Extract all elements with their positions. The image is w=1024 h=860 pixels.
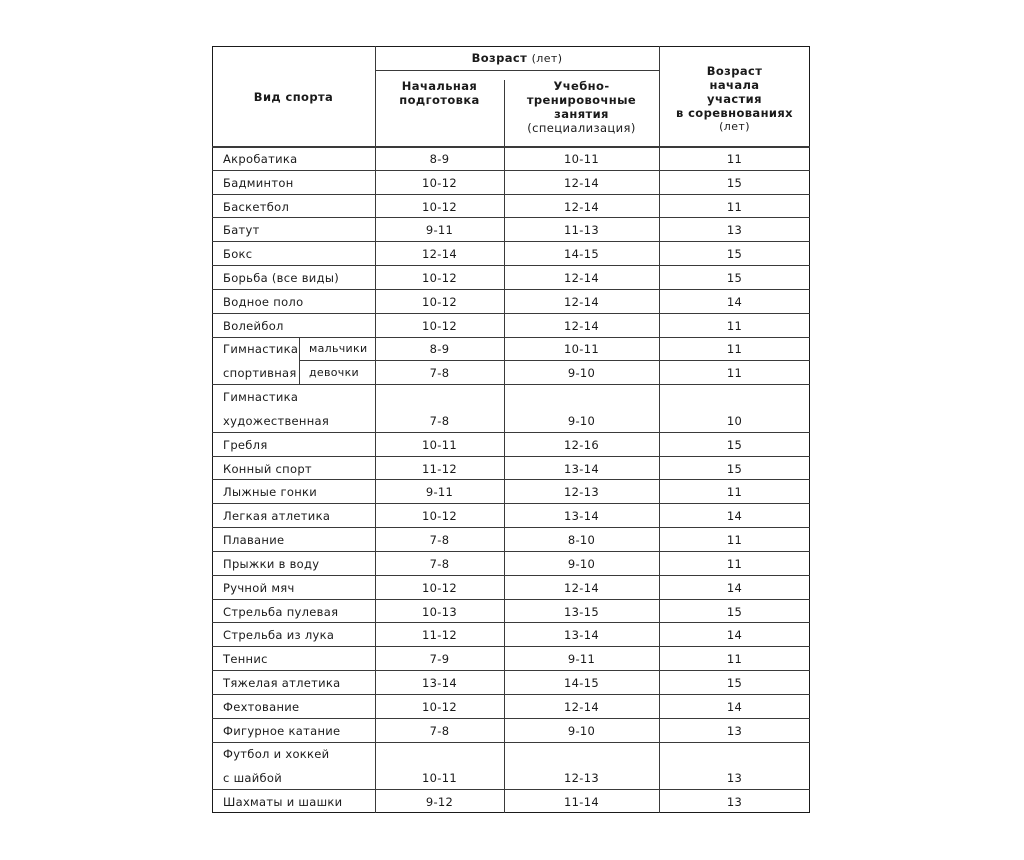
- sport-name: Фигурное катание: [223, 723, 341, 738]
- row-subdivider: [299, 360, 810, 361]
- row-divider: [212, 670, 810, 671]
- header-training: [504, 79, 659, 135]
- sport-name: Футбол и хоккей: [223, 747, 330, 762]
- training-age: 12-14: [564, 271, 599, 286]
- sport-name: Прыжки в воду: [223, 556, 320, 571]
- competition-age: 15: [726, 271, 743, 286]
- competition-age: 11: [726, 556, 743, 571]
- row-divider: [212, 694, 810, 695]
- competition-age: 11: [726, 485, 743, 500]
- training-age: 11-14: [564, 795, 599, 810]
- competition-age: 11: [726, 366, 743, 381]
- initial-age: 7-8: [429, 556, 450, 571]
- initial-age: 9-12: [425, 795, 454, 810]
- initial-age: 8-9: [429, 151, 450, 166]
- training-age: 10-11: [564, 342, 599, 357]
- competition-age: 15: [726, 604, 743, 619]
- sport-name: Фехтование: [223, 699, 300, 714]
- row-divider: [212, 337, 810, 338]
- sport-name: Акробатика: [223, 151, 298, 166]
- initial-age: 8-9: [429, 342, 450, 357]
- header-competition: [659, 64, 810, 134]
- row-divider: [212, 575, 810, 576]
- row-divider: [212, 527, 810, 528]
- competition-age: 11: [726, 342, 743, 357]
- header-sport: Вид спорта: [253, 90, 334, 104]
- initial-age: 12-14: [422, 247, 457, 262]
- row-divider: [212, 599, 810, 600]
- competition-age: 11: [726, 318, 743, 333]
- row-divider: [212, 170, 810, 171]
- training-age: 12-14: [564, 699, 599, 714]
- initial-age: 11-12: [422, 461, 457, 476]
- initial-age: 7-8: [429, 723, 450, 738]
- initial-age: 10-11: [422, 437, 457, 452]
- competition-age: 11: [726, 533, 743, 548]
- training-age: 12-14: [564, 294, 599, 309]
- training-age: 14-15: [564, 247, 599, 262]
- header-initial: [375, 79, 504, 107]
- sport-name: Конный спорт: [223, 461, 312, 476]
- training-age: 12-14: [564, 199, 599, 214]
- header-competition-line2: начала: [709, 78, 760, 92]
- row-divider: [212, 313, 810, 314]
- training-age: 13-14: [564, 628, 599, 643]
- competition-age: 14: [726, 580, 743, 595]
- header-initial-line1: Начальная: [401, 79, 478, 93]
- column-divider: [504, 80, 505, 813]
- competition-age: 11: [726, 199, 743, 214]
- row-divider: [212, 646, 810, 647]
- competition-age: 13: [726, 223, 743, 238]
- competition-age: 14: [726, 628, 743, 643]
- sport-name: Батут: [223, 223, 260, 238]
- row-divider: [212, 241, 810, 242]
- initial-age: 10-13: [422, 604, 457, 619]
- header-divider: [212, 146, 810, 148]
- training-age: 13-14: [564, 509, 599, 524]
- row-divider: [212, 479, 810, 480]
- competition-age: 13: [726, 723, 743, 738]
- initial-age: 10-12: [422, 175, 457, 190]
- initial-age: 10-12: [422, 509, 457, 524]
- row-divider: [212, 289, 810, 290]
- header-age-group-unit: (лет): [531, 52, 563, 65]
- header-initial-line2: подготовка: [399, 93, 480, 107]
- header-competition-unit: (лет): [719, 120, 750, 133]
- training-age: 13-15: [564, 604, 599, 619]
- initial-age: 7-8: [429, 413, 450, 428]
- sport-name: Лыжные гонки: [223, 485, 318, 500]
- row-divider: [212, 384, 810, 385]
- training-age: 12-16: [564, 437, 599, 452]
- sport-name: Теннис: [223, 652, 268, 667]
- initial-age: 7-9: [429, 652, 450, 667]
- sport-name: Борьба (все виды): [223, 271, 339, 286]
- header-age-group-label: Возраст: [471, 51, 528, 65]
- initial-age: 10-12: [422, 199, 457, 214]
- competition-age: 14: [726, 509, 743, 524]
- sport-name: Гребля: [223, 437, 268, 452]
- competition-age: 15: [726, 247, 743, 262]
- sport-name: Бадминтон: [223, 175, 294, 190]
- column-divider: [375, 46, 376, 813]
- initial-age: 10-12: [422, 294, 457, 309]
- sports-age-table: [212, 46, 810, 813]
- row-divider: [212, 718, 810, 719]
- header-competition-line1: Возраст: [706, 64, 763, 78]
- training-age: 9-10: [567, 723, 596, 738]
- row-divider: [212, 456, 810, 457]
- row-divider: [212, 742, 810, 743]
- sport-name: Баскетбол: [223, 199, 290, 214]
- header-competition-line4: в соревнованиях: [676, 106, 793, 120]
- sport-name: Гимнастика: [223, 390, 299, 405]
- training-age: 12-14: [564, 175, 599, 190]
- competition-age: 15: [726, 675, 743, 690]
- sport-name: Стрельба из лука: [223, 628, 335, 643]
- initial-age: 10-12: [422, 580, 457, 595]
- initial-age: 7-8: [429, 533, 450, 548]
- training-age: 9-10: [567, 556, 596, 571]
- row-divider: [212, 217, 810, 218]
- sport-name: Легкая атлетика: [223, 509, 331, 524]
- row-divider: [212, 432, 810, 433]
- subgroup-boys: мальчики: [309, 342, 368, 356]
- sport-name-line2: спортивная: [223, 366, 297, 381]
- row-divider: [212, 503, 810, 504]
- header-training-line2: тренировочные: [526, 93, 637, 107]
- initial-age: 10-12: [422, 699, 457, 714]
- sport-name-line2: художественная: [223, 413, 330, 428]
- sport-name: Плавание: [223, 533, 285, 548]
- training-age: 9-10: [567, 413, 596, 428]
- row-divider: [212, 622, 810, 623]
- training-age: 12-14: [564, 318, 599, 333]
- initial-age: 10-12: [422, 271, 457, 286]
- sport-name-line2: с шайбой: [223, 771, 283, 786]
- competition-age: 13: [726, 795, 743, 810]
- competition-age: 11: [726, 652, 743, 667]
- row-divider: [212, 194, 810, 195]
- sport-name: Стрельба пулевая: [223, 604, 339, 619]
- initial-age: 9-11: [425, 485, 454, 500]
- competition-age: 14: [726, 699, 743, 714]
- header-training-line3: занятия: [554, 107, 609, 121]
- competition-age: 13: [726, 771, 743, 786]
- training-age: 14-15: [564, 675, 599, 690]
- initial-age: 13-14: [422, 675, 457, 690]
- subgroup-girls: девочки: [309, 366, 359, 380]
- competition-age: 15: [726, 461, 743, 476]
- initial-age: 9-11: [425, 223, 454, 238]
- sport-name: Бокс: [223, 247, 253, 262]
- training-age: 13-14: [564, 461, 599, 476]
- competition-age: 15: [726, 175, 743, 190]
- competition-age: 14: [726, 294, 743, 309]
- training-age: 8-10: [567, 533, 596, 548]
- competition-age: 10: [726, 413, 743, 428]
- training-age: 9-11: [567, 652, 596, 667]
- sport-name: Шахматы и шашки: [223, 795, 343, 810]
- row-divider: [212, 789, 810, 790]
- training-age: 12-14: [564, 580, 599, 595]
- header-age-group: [375, 51, 659, 66]
- sport-name: Ручной мяч: [223, 580, 295, 595]
- training-age: 9-10: [567, 366, 596, 381]
- sport-name: Водное поло: [223, 294, 304, 309]
- row-divider: [212, 551, 810, 552]
- initial-age: 11-12: [422, 628, 457, 643]
- header-competition-line3: участия: [707, 92, 762, 106]
- sport-name: Тяжелая атлетика: [223, 675, 341, 690]
- header-training-line1: Учебно-: [553, 79, 610, 93]
- subcolumn-divider: [299, 337, 300, 385]
- competition-age: 15: [726, 437, 743, 452]
- sport-name: Гимнастика: [223, 342, 299, 357]
- training-age: 10-11: [564, 151, 599, 166]
- column-divider: [659, 46, 660, 813]
- header-subdivider: [375, 70, 659, 71]
- training-age: 11-13: [564, 223, 599, 238]
- initial-age: 10-12: [422, 318, 457, 333]
- header-training-line4: (специализация): [527, 121, 636, 135]
- training-age: 12-13: [564, 771, 599, 786]
- sport-name: Волейбол: [223, 318, 284, 333]
- initial-age: 7-8: [429, 366, 450, 381]
- competition-age: 11: [726, 151, 743, 166]
- training-age: 12-13: [564, 485, 599, 500]
- row-divider: [212, 265, 810, 266]
- initial-age: 10-11: [422, 771, 457, 786]
